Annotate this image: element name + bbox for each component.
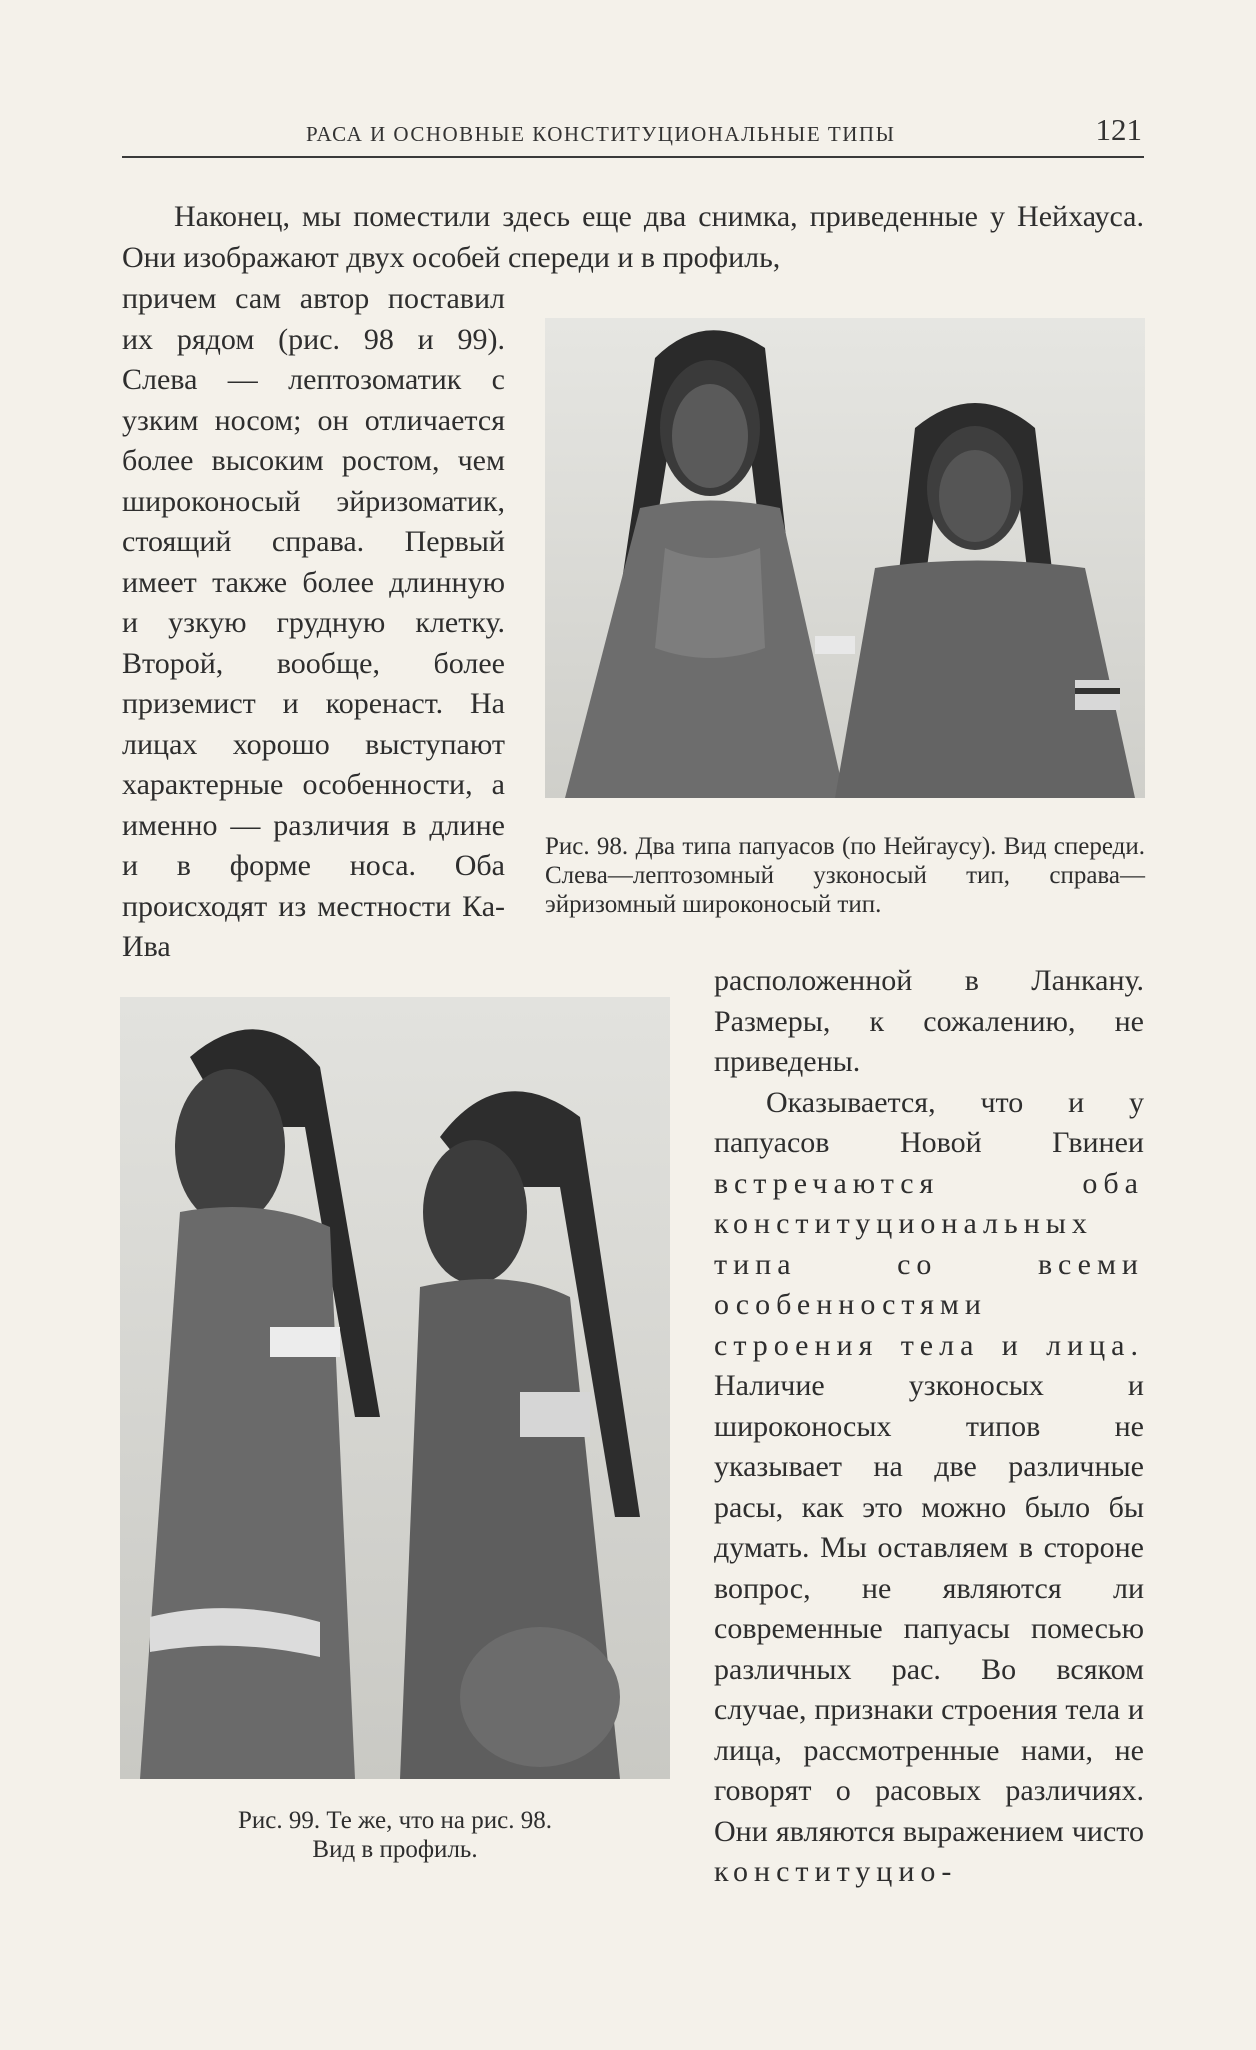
figure-99-caption-line1: Рис. 99. Те же, что на рис. 98. bbox=[238, 1807, 552, 1834]
figure-99-caption bbox=[120, 1806, 670, 1864]
left-column bbox=[122, 279, 505, 968]
intro-paragraph bbox=[122, 197, 1144, 278]
figure-98-caption: Рис. 98. Два типа папуасов (по Нейгаусу). Вид спереди. Слева—лептозомный узконосый тип, справа—эйризомный широконосый тип. bbox=[545, 833, 1145, 918]
figure-99-image bbox=[120, 997, 670, 1779]
paragraph-2-spaced: встречаются оба конституциональных типа со всеми особенностями строения тела и лица. bbox=[714, 1166, 1144, 1362]
figure-99-caption-line2: Вид в профиль. bbox=[312, 1836, 478, 1863]
intro-text: Наконец, мы поместили здесь еще два снимка, приведенные у Нейхауса. Они изображают двух особей спереди и в профиль, bbox=[122, 200, 1144, 274]
figure-98-photo bbox=[545, 318, 1145, 798]
running-head bbox=[122, 112, 1144, 158]
right-column bbox=[714, 961, 1144, 1893]
paragraph-2-end: Наличие узконосых и широконосых типов не указывает на две различные расы, как это можно было бы думать. Мы оставляем в стороне вопрос, не являются ли современные папуасы помесью различных рас. Во всяком случае, признаки строения тела и лица, рассмотренные нами, не говорят о расовых различиях. Они являются выражением чисто bbox=[714, 1369, 1144, 1848]
paragraph-2-start: Оказывается, что и у папуасов Новой Гвинеи bbox=[714, 1085, 1144, 1159]
figure-98-image bbox=[545, 318, 1145, 798]
left-column-text: причем сам автор поставил их рядом (рис. 98 и 99). Слева — лептозоматик с узким носом; он отличается более высоким ростом, чем широконосый эйризоматик, стоящий справа. Первый имеет также более длинную и узкую грудную клетку. Второй, вообще, более приземист и коренаст. На лицах хорошо выступают характерные особенности, а именно — различия в длине и в форме носа. Оба происходят из местности Ка-Ива bbox=[122, 282, 505, 963]
running-title: РАСА И ОСНОВНЫЕ КОНСТИТУЦИОНАЛЬНЫЕ ТИПЫ bbox=[306, 122, 896, 146]
page-number: 121 bbox=[1095, 112, 1142, 147]
paragraph-2-spaced-end: конституцио- bbox=[714, 1855, 958, 1888]
right-column-paragraph-2 bbox=[714, 1083, 1144, 1893]
figure-99-photo bbox=[120, 997, 670, 1779]
right-column-paragraph-1: расположенной в Ланкану. Размеры, к сожалению, не приведены. bbox=[714, 964, 1144, 1078]
